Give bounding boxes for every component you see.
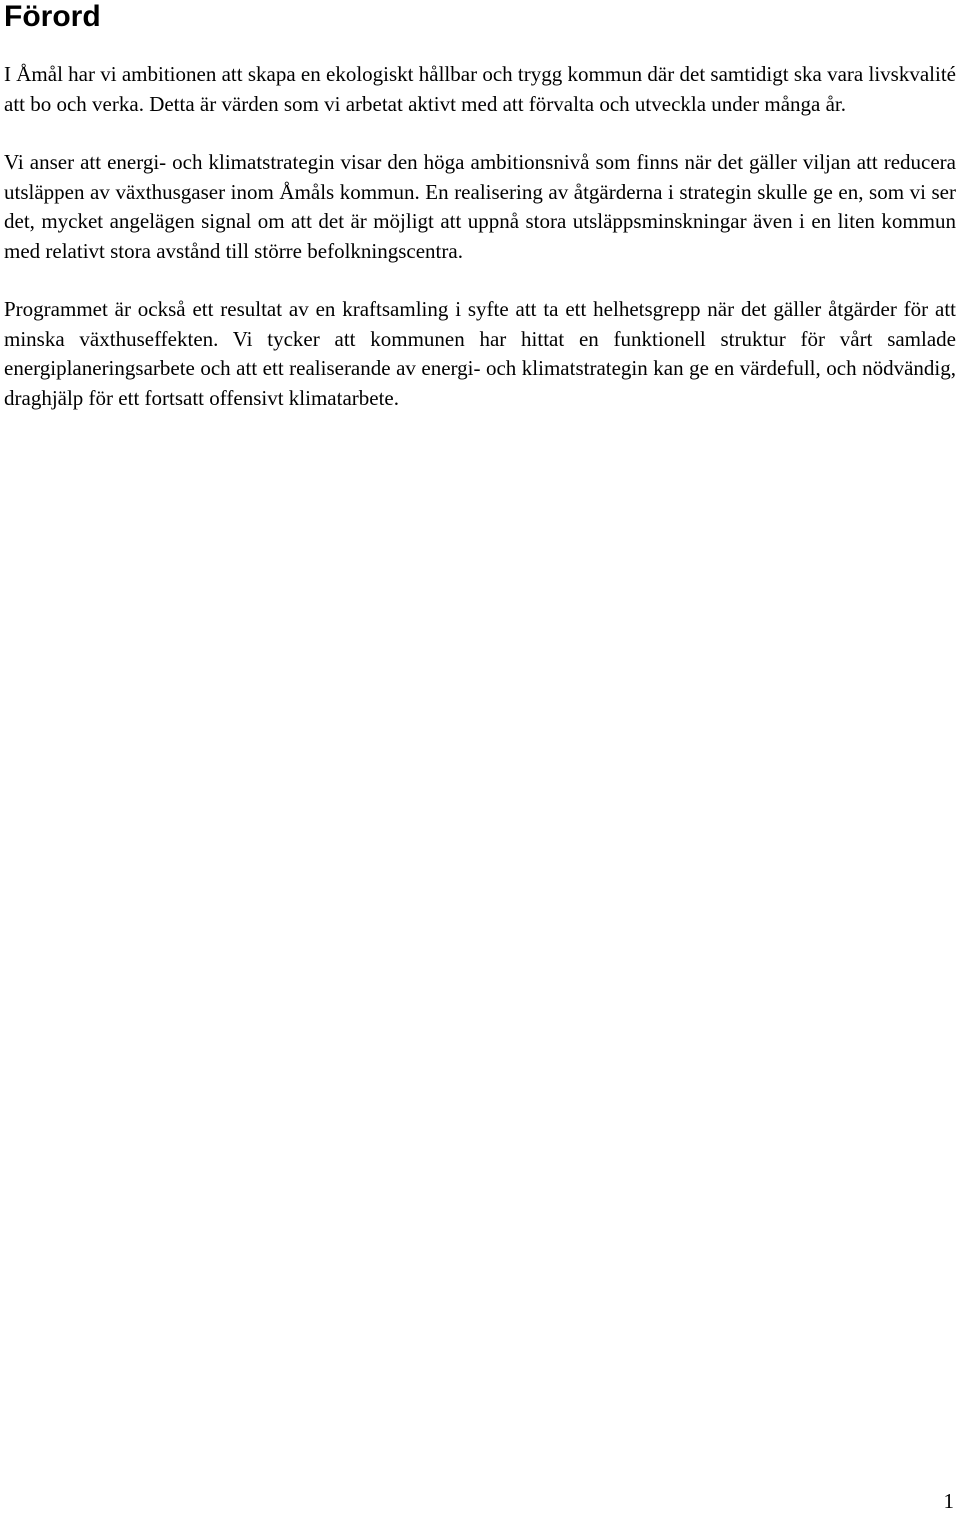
paragraph-strategy: Vi anser att energi- och klimatstrategin visar den höga ambitionsnivå som finns när det gäller viljan att reducera utsläppen av växthusgaser inom Åmåls kommun. En realisering av åtgärderna i strategin skulle ge en, som vi ser det, mycket angelägen signal om att det är möjligt att uppnå stora utsläppsminskningar även i en liten kommun med relativt stora avstånd till större befolkningscentra. <box>4 150 956 263</box>
paragraph-program: Programmet är också ett resultat av en kraftsamling i syfte att ta ett helhetsgrepp när det gäller åtgärder för att minska växthuseffekten. Vi tycker att kommunen har hittat en funktionell struktur för vårt samlade energiplaneringsarbete och att ett realiserande av energi- och klimatstrategin kan ge en värdefull, och nödvändig, draghjälp för ett fortsatt offensivt klimatarbete. <box>4 297 956 410</box>
paragraph-intro: I Åmål har vi ambitionen att skapa en ekologiskt hållbar och trygg kommun där det samtidigt ska vara livskvalité att bo och verka. Detta är värden som vi arbetat aktivt med att förvalta och utveckla under många år. <box>4 62 956 116</box>
page-title: Förord <box>4 0 101 33</box>
page-number: 1 <box>943 1489 954 1513</box>
